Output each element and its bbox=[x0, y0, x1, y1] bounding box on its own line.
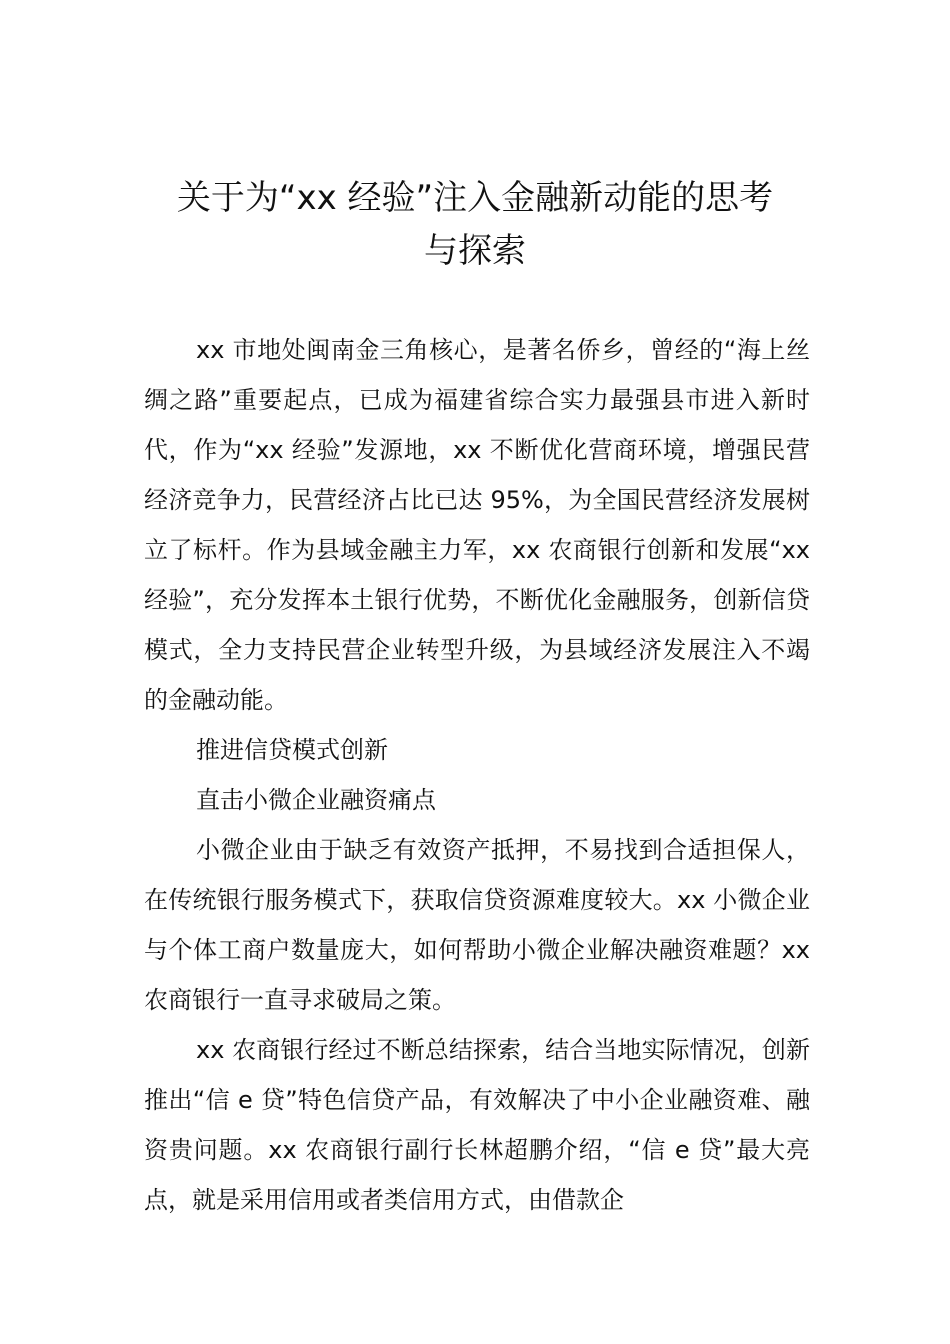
section-subheading-micro-enterprise: 直击小微企业融资痛点 bbox=[196, 786, 436, 814]
paragraph-micro-enterprise: 小微企业由于缺乏有效资产抵押，不易找到合适担保人，在传统银行服务模式下，获取信贷资源难度较大。xx 小微企业与个体工商户数量庞大，如何帮助小微企业解决融资难题？xx 农商银行一直寻求破局之策。 bbox=[144, 836, 810, 1014]
document-title bbox=[120, 172, 830, 278]
paragraph-xin-e-dai: xx 农商银行经过不断总结探索，结合当地实际情况，创新推出“信 e 贷”特色信贷产品，有效解决了中小企业融资难、融资贵问题。xx 农商银行副行长林超鹏介绍，“信 e 贷”最大亮点，就是采用信用或者类信用方式，由借款企 bbox=[144, 1036, 810, 1214]
paragraph-intro: xx 市地处闽南金三角核心，是著名侨乡，曾经的“海上丝绸之路”重要起点，已成为福建省综合实力最强县市进入新时代，作为“xx 经验”发源地，xx 不断优化营商环境，增强民营经济竞争力，民营经济占比已达 95%，为全国民营经济发展树立了标杆。作为县域金融主力军，xx 农商银行创新和发展“xx 经验”，充分发挥本土银行优势，不断优化金融服务，创新信贷模式，全力支持民营企业转型升级，为县域经济发展注入不竭的金融动能。 bbox=[144, 336, 810, 714]
section-heading-credit-innovation: 推进信贷模式创新 bbox=[196, 736, 388, 764]
title-line-1: 关于为“xx 经验”注入金融新动能的思考 bbox=[176, 178, 774, 218]
title-line-2: 与探索 bbox=[424, 231, 526, 271]
document-body bbox=[144, 325, 810, 1225]
